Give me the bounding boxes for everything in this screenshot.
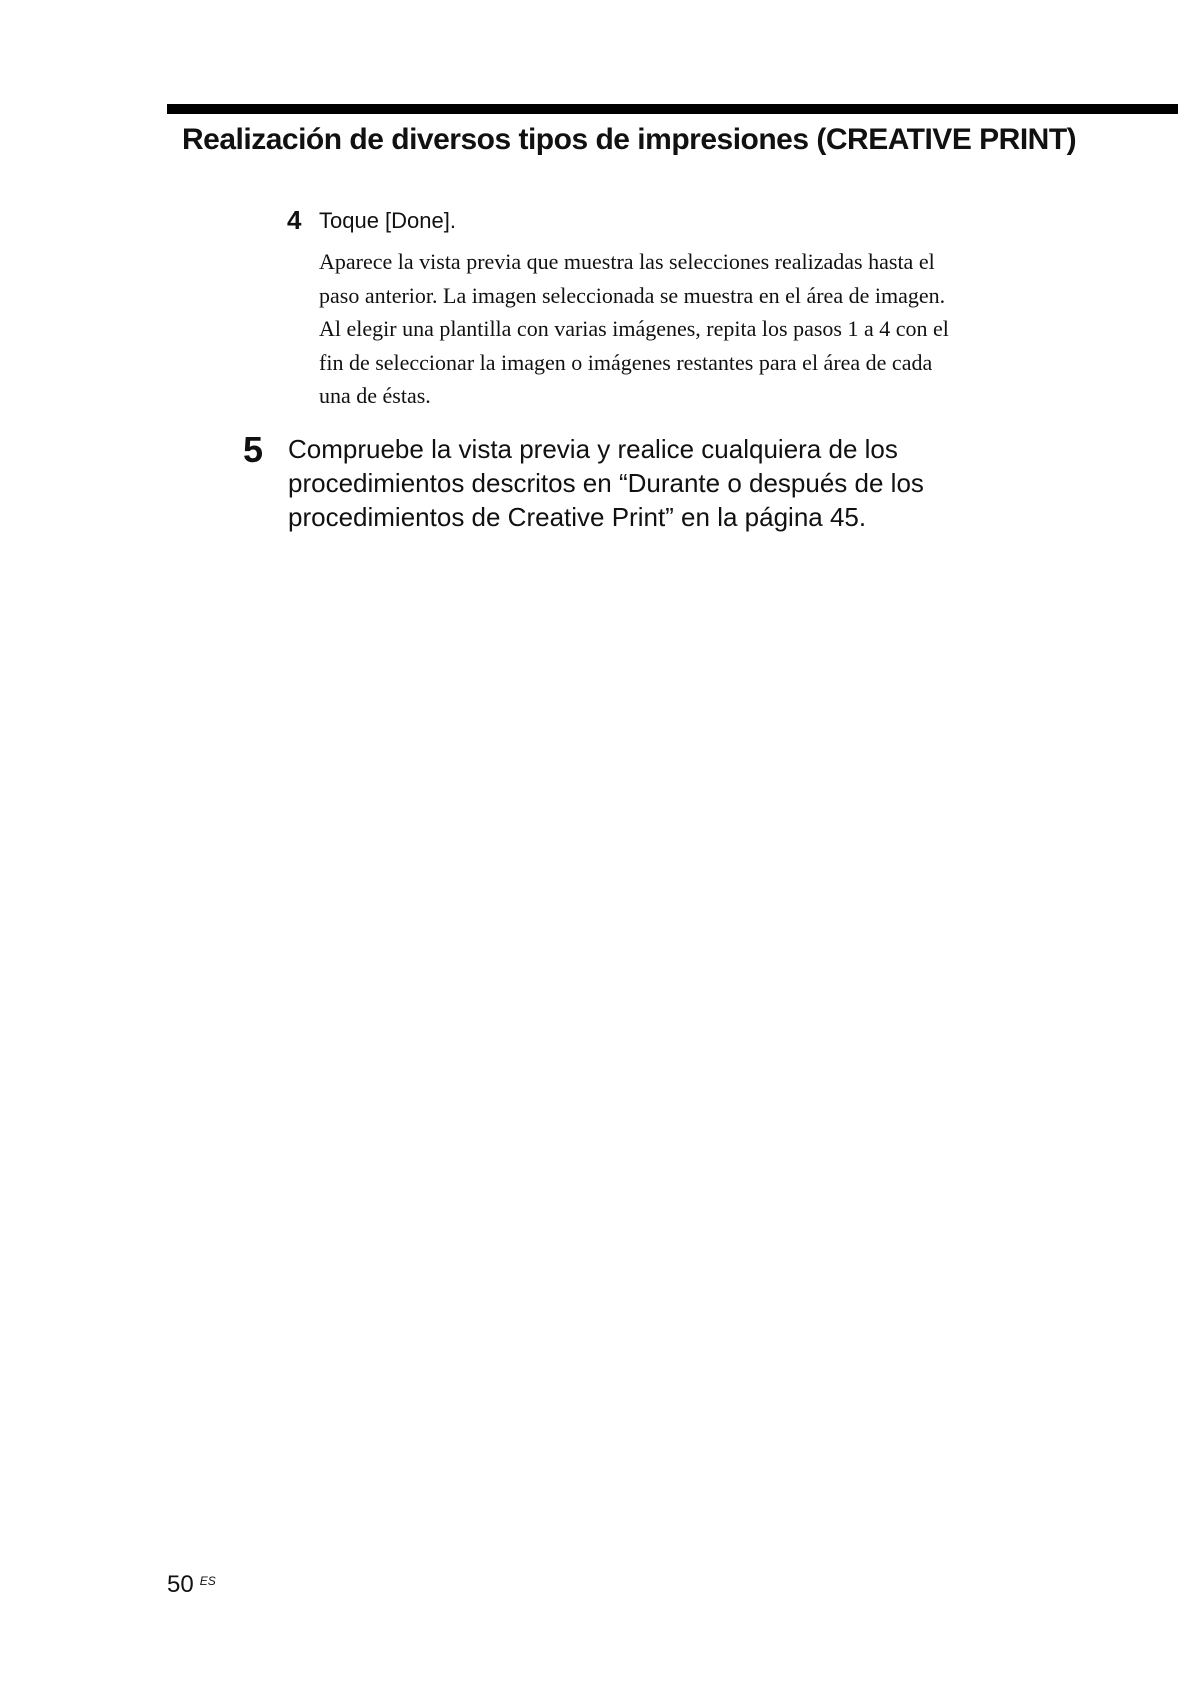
main-step-number: 5 [243,429,264,470]
page-number: 50 [167,1571,194,1598]
main-step-text: Compruebe la vista previa y realice cualquiera de los procedimientos descritos en “Durante o después de los procedimientos de Creative Print” en la página 45. [288,434,924,532]
page-language-code: ES [199,1574,216,1588]
sub-step-instruction: Toque [Done]. [319,208,456,233]
sub-step-number: 4 [287,205,302,235]
section-title: Realización de diversos tipos de impresiones (CREATIVE PRINT) [182,123,1077,156]
page-footer [167,1570,216,1600]
sub-step-body: Aparece la vista previa que muestra las selecciones realizadas hasta el paso anterior. La imagen seleccionada se muestra en el área de imagen. Al elegir una plantilla con varias imágenes, repita los pasos 1 a 4 con el fin de seleccionar la imagen o imágenes restantes para el área de cada una de éstas. [319,249,949,408]
header-rule [167,104,1178,114]
